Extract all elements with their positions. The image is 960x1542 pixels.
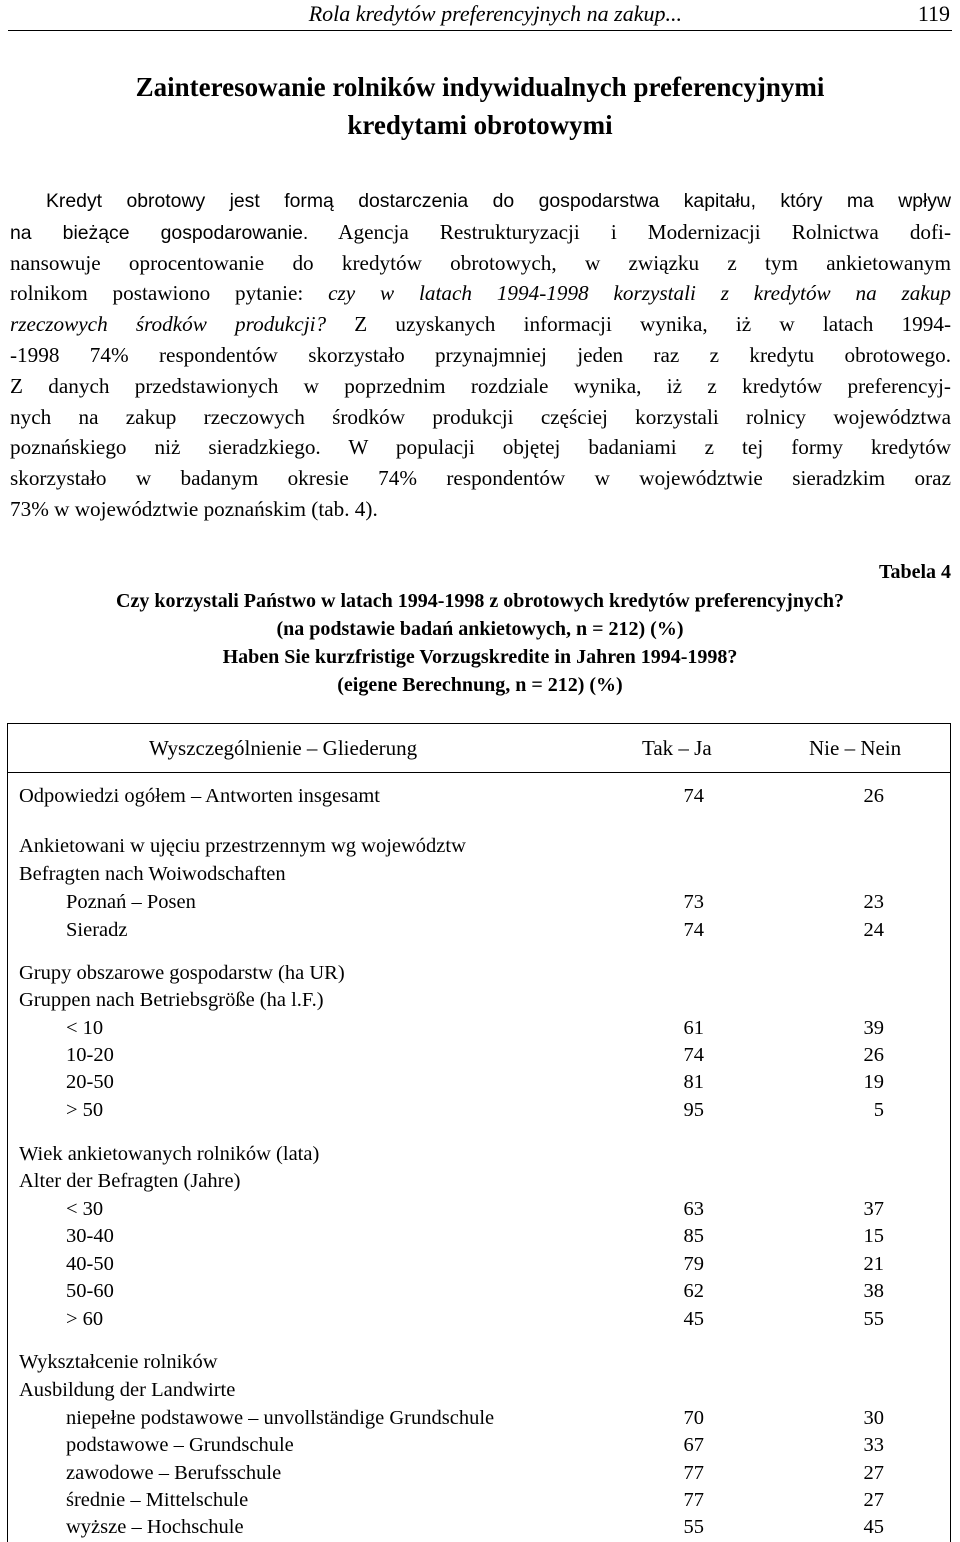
table-row	[8, 986, 950, 1014]
paragraph-line: poznańskiego niż sieradzkiego. W populacji objętej badaniami z tej formy kredytów	[10, 435, 951, 460]
table-header-row	[8, 724, 950, 773]
value-tak: 85	[683, 1225, 704, 1247]
running-header	[8, 0, 952, 31]
group-heading: Ankietowani w ujęciu przestrzennym wg województw	[19, 835, 466, 857]
table-row	[8, 916, 950, 944]
value-tak: 95	[683, 1099, 704, 1121]
row-label: Sieradz	[66, 919, 128, 941]
table-caption-line: Czy korzystali Państwo w latach 1994-1998 z obrotowych kredytów preferencyjnych?	[116, 590, 844, 612]
value-nie: 37	[863, 1198, 884, 1220]
table-row	[8, 888, 950, 916]
table-row	[8, 782, 950, 810]
row-label: > 50	[66, 1099, 104, 1121]
row-label: Poznań – Posen	[66, 891, 196, 913]
paragraph-line: nych na zakup rzeczowych środków produkcji częściej korzystali rolnicy województwa	[10, 404, 951, 429]
row-label: < 10	[66, 1017, 104, 1039]
value-nie: 26	[863, 785, 884, 807]
survey-question: rzeczowych środków produkcji?	[10, 312, 327, 337]
section-title-line-1: Zainteresowanie rolników indywidualnych preferencyjnymi	[135, 72, 825, 102]
value-tak: 61	[683, 1017, 704, 1039]
value-tak: 73	[683, 891, 704, 913]
row-label: 20-50	[66, 1071, 114, 1093]
value-tak: 74	[683, 1044, 704, 1066]
table-row	[8, 1348, 950, 1376]
paragraph-line: Kredyt obrotowy jest formą dostarczenia do gospodarstwa kapitału, który ma wpływ	[46, 190, 951, 212]
page-number: 119	[917, 1, 950, 26]
value-nie: 55	[863, 1308, 884, 1330]
section-title-line-2: kredytami obrotowymi	[347, 110, 613, 140]
group-heading: Befragten nach Woiwodschaften	[19, 863, 286, 885]
value-tak: 55	[683, 1516, 704, 1538]
column-header-gliederung: Wyszczególnienie – Gliederung	[149, 736, 418, 760]
table-row	[8, 1167, 950, 1195]
table-row	[8, 860, 950, 888]
value-nie: 39	[863, 1017, 884, 1039]
paragraph-line: -1998 74% respondentów skorzystało przynajmniej jeden raz z kredytu obrotowego.	[10, 342, 951, 367]
value-tak: 77	[683, 1489, 704, 1511]
row-label: niepełne podstawowe – unvollständige Grundschule	[66, 1407, 495, 1429]
row-label: wyższe – Hochschule	[66, 1516, 244, 1538]
value-tak: 70	[683, 1407, 704, 1429]
value-nie: 27	[863, 1462, 884, 1484]
table-row	[8, 1277, 950, 1305]
paragraph-line	[10, 278, 951, 309]
body-paragraph	[10, 186, 951, 525]
table-row	[8, 1041, 950, 1069]
group-heading: Wykształcenie rolników	[19, 1351, 218, 1373]
value-tak: 79	[683, 1253, 704, 1275]
table-row	[8, 1376, 950, 1404]
group-heading: Alter der Befragten (Jahre)	[19, 1170, 241, 1192]
paragraph-segment: Agencja Restrukturyzacji i Modernizacji Rolnictwa dofi-	[308, 219, 952, 244]
survey-question: czy w latach 1994-1998 korzystali z kredytów na zakup	[328, 281, 951, 306]
value-nie: 38	[863, 1280, 884, 1302]
row-label: 50-60	[66, 1280, 114, 1302]
table-row	[8, 1096, 950, 1124]
value-tak: 74	[683, 785, 704, 807]
value-nie: 19	[863, 1071, 884, 1093]
row-label: 40-50	[66, 1253, 114, 1275]
table-label: Tabela 4	[878, 561, 951, 583]
paragraph-segment: Z uzyskanych informacji wynika, iż w latach 1994-	[326, 312, 952, 337]
table-row	[8, 1305, 950, 1333]
group-heading: Gruppen nach Betriebsgröße (ha l.F.)	[19, 989, 324, 1011]
paragraph-line: 73% w województwie poznańskim (tab. 4).	[10, 496, 378, 521]
column-header-tak: Tak – Ja	[642, 736, 712, 760]
value-nie: 30	[863, 1407, 884, 1429]
row-label: < 30	[66, 1198, 104, 1220]
table-row	[8, 1459, 950, 1487]
value-tak: 67	[683, 1434, 704, 1456]
table-row	[8, 1513, 950, 1541]
group-heading: Grupy obszarowe gospodarstw (ha UR)	[19, 962, 345, 984]
row-label: zawodowe – Berufsschule	[66, 1462, 282, 1484]
table-row	[8, 1014, 950, 1042]
table-caption-line: (na podstawie badań ankietowych, n = 212) (%)	[276, 618, 684, 640]
table-row	[8, 1486, 950, 1514]
column-header-nie: Nie – Nein	[809, 736, 902, 760]
table-row	[8, 1250, 950, 1278]
group-heading: Wiek ankietowanych rolników (lata)	[19, 1143, 320, 1165]
value-tak: 62	[683, 1280, 704, 1302]
paragraph-line: skorzystało w badanym okresie 74% respondentów w województwie sieradzkim oraz	[10, 466, 951, 491]
table-row	[8, 1404, 950, 1432]
table-row	[8, 1431, 950, 1459]
group-heading: Ausbildung der Landwirte	[19, 1379, 236, 1401]
table-row	[8, 832, 950, 860]
value-tak: 77	[683, 1462, 704, 1484]
value-nie: 21	[863, 1253, 884, 1275]
value-nie: 45	[863, 1516, 884, 1538]
row-label: 30-40	[66, 1225, 114, 1247]
row-label: Odpowiedzi ogółem – Antworten insgesamt	[19, 785, 380, 807]
paragraph-line: Z danych przedstawionych w poprzednim rozdziale wynika, iż z kredytów preferencyj-	[10, 373, 951, 398]
value-tak: 74	[683, 919, 704, 941]
value-nie: 26	[863, 1044, 884, 1066]
row-label: > 60	[66, 1308, 104, 1330]
table-caption-line: Haben Sie kurzfristige Vorzugskredite in Jahren 1994-1998?	[222, 646, 738, 668]
paragraph-segment: rolnikom postawiono pytanie:	[10, 281, 329, 306]
row-label: 10-20	[66, 1044, 114, 1066]
value-nie: 23	[863, 891, 884, 913]
table-row	[8, 959, 950, 987]
value-nie: 5	[873, 1099, 884, 1121]
row-label: podstawowe – Grundschule	[66, 1434, 294, 1456]
value-nie: 24	[863, 919, 884, 941]
running-title: Rola kredytów preferencyjnych na zakup...	[308, 1, 682, 26]
paragraph-line	[10, 217, 951, 248]
table-row	[8, 1222, 950, 1250]
value-tak: 45	[683, 1308, 704, 1330]
value-tak: 81	[683, 1071, 704, 1093]
paragraph-segment: na bieżące gospodarowanie.	[10, 221, 309, 244]
table-row	[8, 1195, 950, 1223]
table-row	[8, 1140, 950, 1168]
paragraph-line: nansowuje oprocentowanie do kredytów obrotowych, w związku z tym ankietowanym	[10, 250, 951, 275]
paragraph-line	[10, 309, 951, 340]
value-nie: 33	[863, 1434, 884, 1456]
row-label: średnie – Mittelschule	[66, 1489, 249, 1511]
data-table	[7, 723, 951, 1542]
table-caption-line: (eigene Berechnung, n = 212) (%)	[337, 674, 623, 696]
value-nie: 27	[863, 1489, 884, 1511]
value-tak: 63	[683, 1198, 704, 1220]
value-nie: 15	[863, 1225, 884, 1247]
table-row	[8, 1068, 950, 1096]
